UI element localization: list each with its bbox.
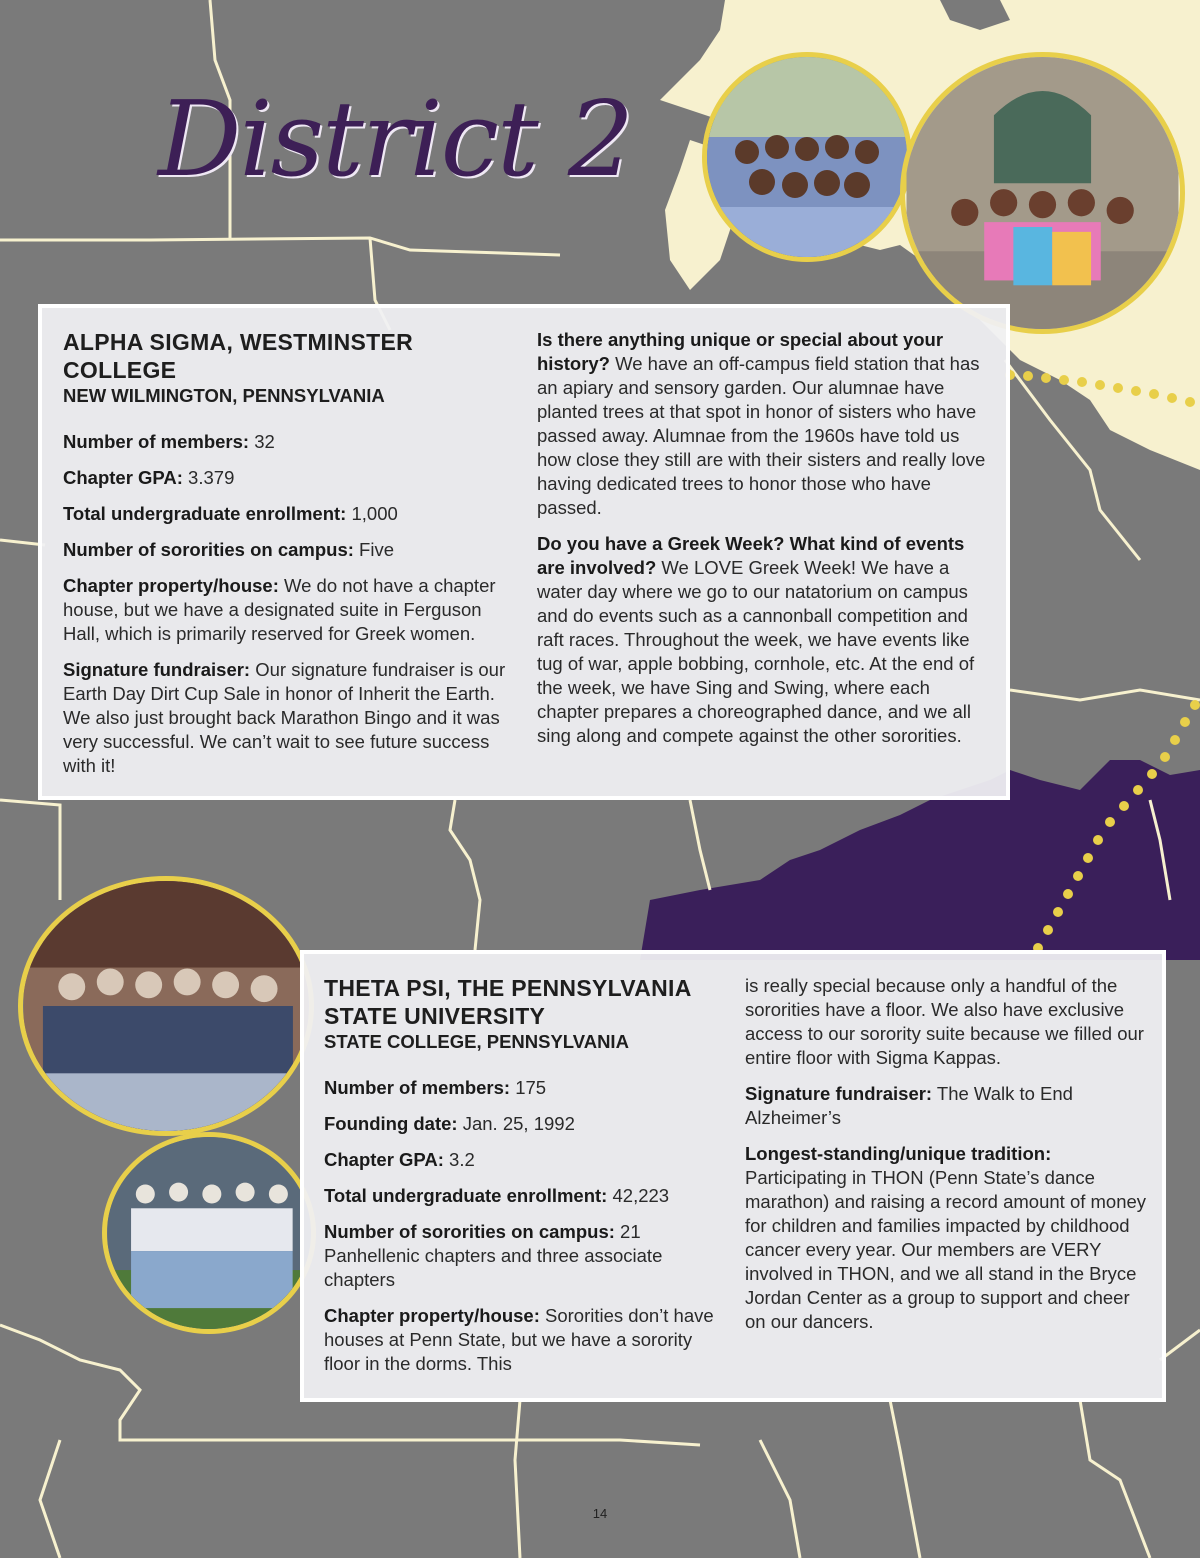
chapter1-fact: Number of sororities on campus: Five xyxy=(63,539,394,560)
chapter2-fact: Number of members: 175 xyxy=(324,1077,547,1098)
chapter2-fact: Chapter GPA: 3.2 xyxy=(324,1149,475,1170)
chapter2-continued-text: is really special because only a handful of the sororities have a floor. We also have exclusive access to our sorority suite because we filled our entire floor with Sigma Kappas. xyxy=(745,975,1144,1068)
chapter-card-theta-psi xyxy=(300,950,1166,1402)
chapter1-fact: Chapter property/house: We do not have a chapter house, but we have a designated suite in Ferguson Hall, which is primarily reserved for Greek women. xyxy=(63,575,496,644)
chapter2-fact: Signature fundraiser: The Walk to End Alzheimer’s xyxy=(745,1083,1073,1128)
chapter2-fact: Founding date: Jan. 25, 1992 xyxy=(324,1113,575,1134)
chapter1-left-column xyxy=(63,328,518,790)
chapter2-fact: Longest-standing/unique tradition: Participating in THON (Penn State’s dance marathon) and raising a record amount of money for children and families impacted by childhood cancer every year. Our members are VERY involved in THON, and we all stand in the Bryce Jordan Center as a group to support and cheer on our dancers. xyxy=(745,1143,1147,1332)
page-title: District 2 xyxy=(158,78,633,200)
chapter-photo-group-indoor xyxy=(18,876,314,1136)
chapter2-fact: Chapter property/house: Sororities don’t have houses at Penn State, but we have a sorority floor in the dorms. This xyxy=(324,1305,714,1374)
chapter1-qa: Do you have a Greek Week? What kind of events are involved? We LOVE Greek Week! We have a water day where we go to our natatorium on campus and do events such as a cannonball competition and raft races. Throughout the week, we have events like tug of war, apple bobbing, cornhole, etc. At the end of the week, we have Sing and Swing, where each chapter prepares a choreographed dance, and we all sing along and compete against the other sororities. xyxy=(537,533,975,746)
chapter2-location: STATE COLLEGE, PENNSYLVANIA xyxy=(324,1031,629,1052)
chapter1-qa: Is there anything unique or special about your history? We have an off-campus field station that has an apiary and sensory garden. Our alumnae have planted trees at that spot in honor of sisters who have passed away. Alumnae from the 1960s have told us how close they still are with their sisters and really love having dedicated trees to honor those who have passed. xyxy=(537,329,986,518)
chapter1-fact: Number of members: 32 xyxy=(63,431,275,452)
chapter-photo-group-stadium xyxy=(102,1132,316,1334)
chapter2-name: THETA PSI, THE PENNSYLVANIA STATE UNIVERSITY xyxy=(324,975,691,1029)
chapter1-location: NEW WILMINGTON, PENNSYLVANIA xyxy=(63,385,385,406)
chapter1-fact: Total undergraduate enrollment: 1,000 xyxy=(63,503,398,524)
chapter2-left-column xyxy=(324,974,724,1388)
chapter-card-alpha-sigma xyxy=(38,304,1010,800)
chapter1-fact: Signature fundraiser: Our signature fundraiser is our Earth Day Dirt Cup Sale in honor of Inherit the Earth. We also just brought back Marathon Bingo and it was very successful. We can’t wait to see future success with it! xyxy=(63,659,506,776)
chapter2-fact: Number of sororities on campus: 21 Panhellenic chapters and three associate chapters xyxy=(324,1221,663,1290)
chapter1-name: ALPHA SIGMA, WESTMINSTER COLLEGE xyxy=(63,329,414,383)
chapter2-fact: Total undergraduate enrollment: 42,223 xyxy=(324,1185,670,1206)
chapter1-right-column xyxy=(537,328,992,760)
chapter-photo-group-hallway xyxy=(702,52,912,262)
page-number: 14 xyxy=(592,1506,608,1521)
chapter-photo-group-steps xyxy=(900,52,1185,334)
chapter1-fact: Chapter GPA: 3.379 xyxy=(63,467,235,488)
chapter2-right-column xyxy=(745,974,1150,1346)
